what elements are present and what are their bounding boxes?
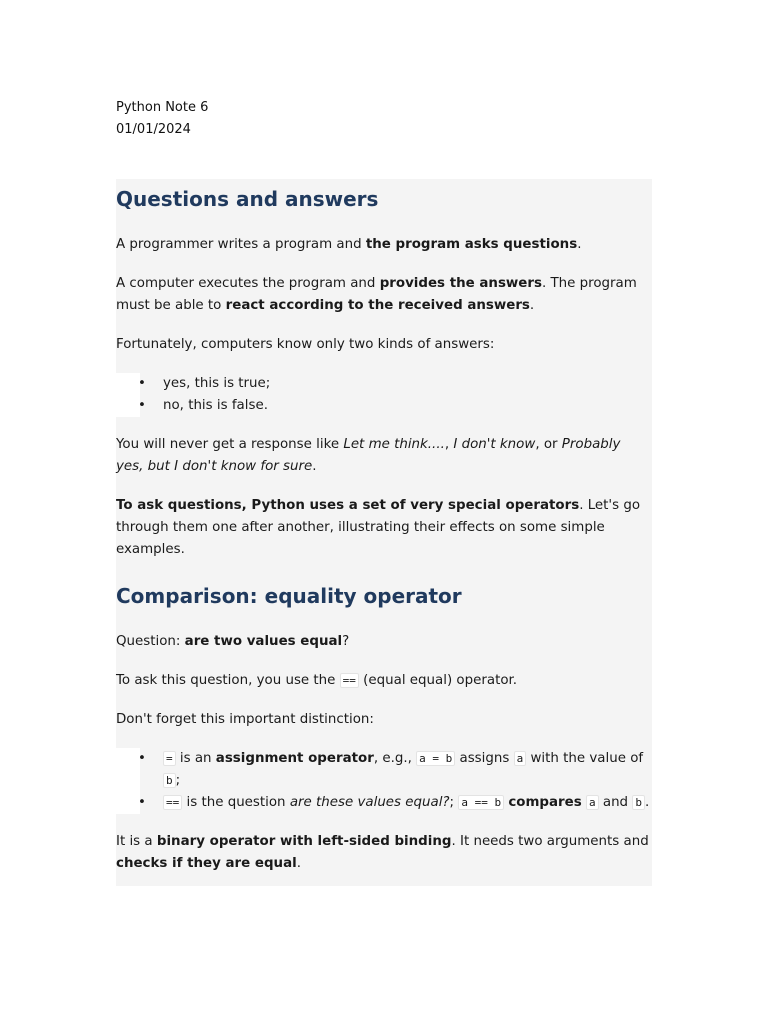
- list-item: • == is the question are these values equal?; a == b compares a and b .: [116, 792, 652, 814]
- paragraph-ask-question: To ask this question, you use the == (equal equal) operator.: [116, 673, 518, 688]
- code-snippet: a = b: [416, 751, 455, 766]
- list-item: • no, this is false.: [116, 395, 652, 417]
- code-snippet: b: [163, 773, 176, 788]
- code-snippet: a: [514, 751, 527, 766]
- answers-list: [116, 373, 652, 417]
- section-heading-questions: Questions and answers: [116, 187, 379, 211]
- list-item: • yes, this is true;: [116, 373, 652, 395]
- note-content: [116, 179, 652, 875]
- section-heading-equality: Comparison: equality operator: [116, 584, 462, 608]
- paragraph-two-kinds: Fortunately, computers know only two kinds of answers:: [116, 337, 495, 352]
- paragraph-distinction: Don't forget this important distinction:: [116, 712, 374, 727]
- paragraph-question: Question: are two values equal?: [116, 634, 350, 649]
- code-snippet: =: [163, 751, 176, 766]
- distinction-list: [116, 748, 652, 814]
- paragraph-operators: To ask questions, Python uses a set of very special operators. Let's go through them one after another, illustrating their effects on some simple examples.: [116, 498, 641, 557]
- note-header: [116, 97, 208, 141]
- note-date: 01/01/2024: [116, 122, 191, 137]
- note-title: Python Note 6: [116, 100, 209, 115]
- code-snippet: ==: [340, 673, 359, 688]
- paragraph-binary-operator: It is a binary operator with left-sided binding. It needs two arguments and checks if they are equal.: [116, 834, 649, 871]
- code-snippet: a: [586, 795, 599, 810]
- code-snippet: ==: [163, 795, 182, 810]
- paragraph-programmer: A programmer writes a program and the program asks questions.: [116, 237, 582, 252]
- code-snippet: a == b: [458, 795, 504, 810]
- list-item: • = is an assignment operator, e.g., a = b assigns a with the value of b ;: [116, 748, 652, 792]
- paragraph-never-response: You will never get a response like Let me think...., I don't know, or Probably yes, but I don't know for sure.: [116, 437, 621, 474]
- paragraph-computer: A computer executes the program and provides the answers. The program must be able to react according to the received answers.: [116, 276, 637, 313]
- code-snippet: b: [632, 795, 645, 810]
